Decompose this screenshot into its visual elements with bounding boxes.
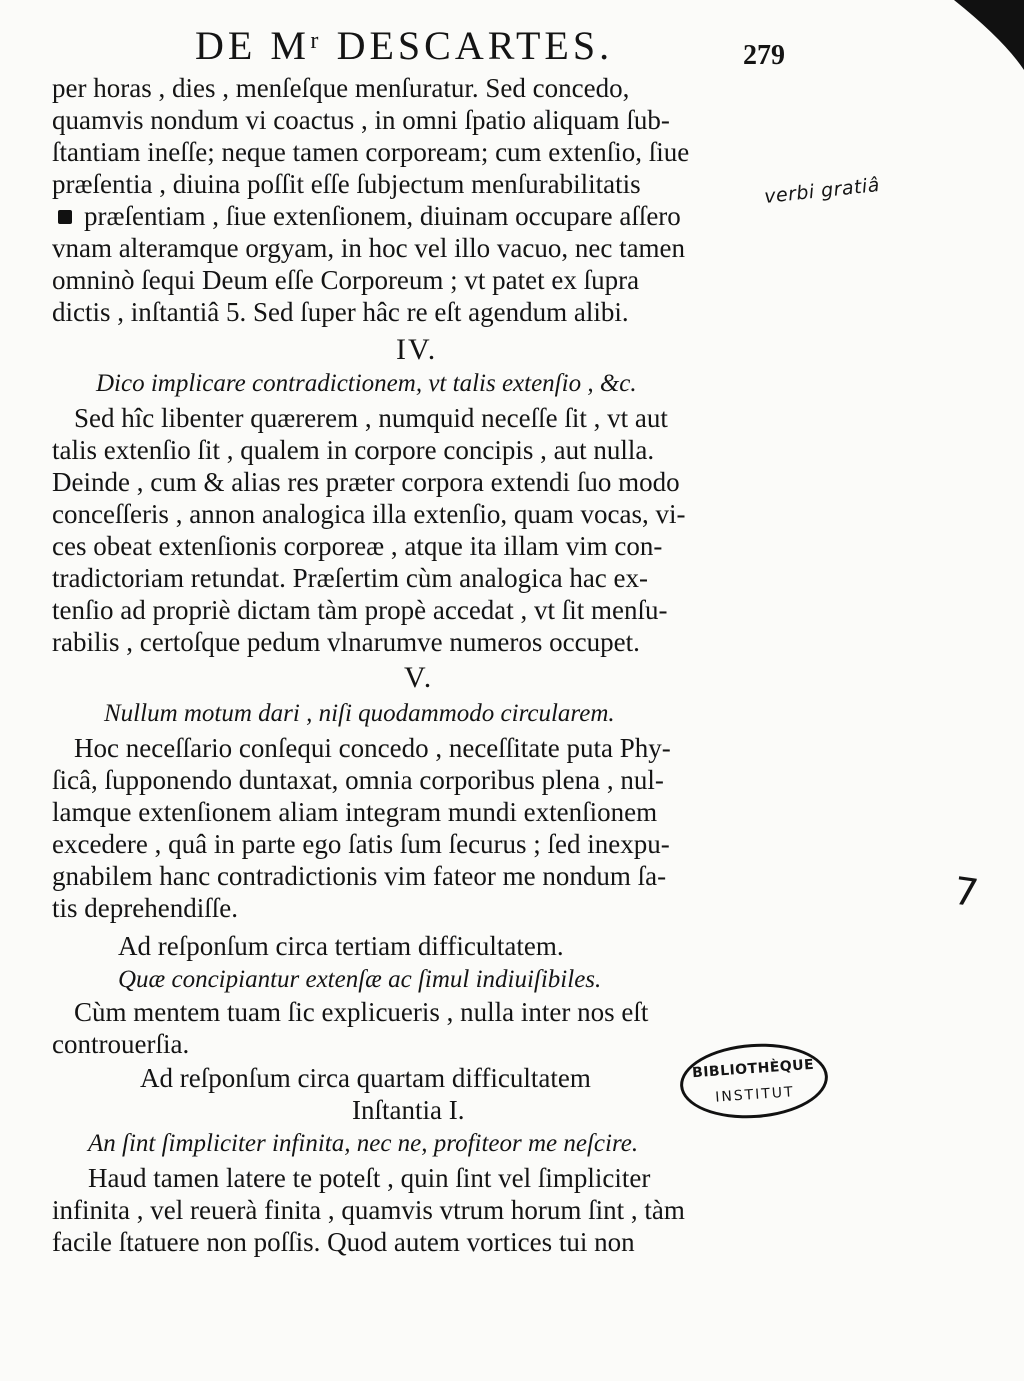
body-line: ſtantiam ineſſe; neque tamen corpoream; cum extenſio, ſiue <box>52 137 690 167</box>
handwritten-margin-note: verbi gratiâ <box>763 173 881 209</box>
section-numeral-v: V. <box>404 661 434 694</box>
body-line: Cùm mentem tuam ſic explicueris , nulla inter nos eſt <box>74 997 649 1027</box>
body-line: tenſio ad propriè dictam tàm propè accedat , vt ſit menſu- <box>52 595 668 625</box>
section-v-quote: Nullum motum dari , niſi quodammodo circularem. <box>104 700 615 727</box>
body-line: vnam alteramque orgyam, in hoc vel illo vacuo, nec tamen <box>52 233 686 263</box>
section-iv-quote: Dico implicare contradictionem, vt talis extenſio , &c. <box>96 370 637 397</box>
body-line: tradictoriam retundat. Præſertim cùm analogica hac ex- <box>52 563 649 593</box>
response-three-quote: Quæ concipiantur extenſæ ac ſimul indiuiſibiles. <box>118 966 602 993</box>
body-line: gnabilem hanc contradictionis vim fateor me nondum ſa- <box>52 861 667 891</box>
body-line: ſicâ, ſupponendo duntaxat, omnia corporibus plena , nul- <box>52 765 664 795</box>
ink-blot <box>58 210 72 224</box>
body-line: lamque extenſionem aliam integram mundi extenſionem <box>52 797 658 827</box>
stamp-text-top: BIBLIOTHÈQUE <box>691 1056 815 1082</box>
body-line: præſentiam , ſiue extenſionem, diuinam occupare aſſero <box>84 201 681 231</box>
page-number: 279 <box>743 40 785 71</box>
body-line: excedere , quâ in parte ego ſatis ſum ſecurus ; ſed inexpu- <box>52 829 670 859</box>
section-numeral-iv: IV. <box>396 333 438 366</box>
body-line: facile ſtatuere non poſſis. Quod autem vortices tui non <box>52 1227 635 1257</box>
body-line: ces obeat extenſionis corporeæ , atque ita illam vim con- <box>52 531 663 561</box>
body-line: quamvis nondum vi coactus , in omni ſpatio aliquam ſub- <box>52 105 670 135</box>
body-line: dictis , inſtantiâ 5. Sed ſuper hâc re eſt agendum alibi. <box>52 297 629 327</box>
stamp-text-bottom: INSTITUT <box>714 1084 796 1106</box>
body-line: talis extenſio ſit , qualem in corpore concipis , aut nulla. <box>52 435 655 465</box>
body-line: Sed hîc libenter quærerem , numquid neceſſe ſit , vt aut <box>74 403 668 433</box>
page-corner-shadow <box>894 0 1024 70</box>
library-stamp <box>678 1039 831 1123</box>
body-line: omninò ſequi Deum eſſe Corporeum ; vt patet ex ſupra <box>52 265 640 295</box>
body-line: infinita , vel reuerà finita , quamvis vtrum horum ſint , tàm <box>52 1195 685 1225</box>
body-line: controuerſia. <box>52 1029 190 1059</box>
body-line: Deinde , cum & alias res præter corpora extendi ſuo modo <box>52 467 680 497</box>
body-line: Haud tamen latere te poteſt , quin ſint vel ſimpliciter <box>88 1163 651 1193</box>
body-line: Hoc neceſſario conſequi concedo , neceſſitate puta Phy- <box>74 733 671 763</box>
running-title: DE Mʳ DESCARTES. <box>195 23 614 68</box>
body-line: præſentia , diuina poſſit eſſe ſubjectum menſurabilitatis <box>52 169 641 199</box>
handwritten-mark: 7 <box>951 868 982 916</box>
body-line: conceſſeris , annon analogica illa extenſio, quam vocas, vi- <box>52 499 686 529</box>
response-four-quote: An ſint ſimpliciter infinita, nec ne, profiteor me neſcire. <box>88 1130 639 1157</box>
body-line: rabilis , certoſque pedum vlnarumve numeros occupet. <box>52 627 640 657</box>
response-three-heading: Ad reſponſum circa tertiam difficultatem. <box>118 931 564 961</box>
body-line: tis deprehendiſſe. <box>52 893 238 923</box>
response-four-heading: Ad reſponſum circa quartam difficultatem <box>140 1063 591 1093</box>
response-four-subheading: Inſtantia I. <box>352 1095 465 1125</box>
body-line: per horas , dies , menſeſque menſuratur. Sed concedo, <box>52 73 630 103</box>
